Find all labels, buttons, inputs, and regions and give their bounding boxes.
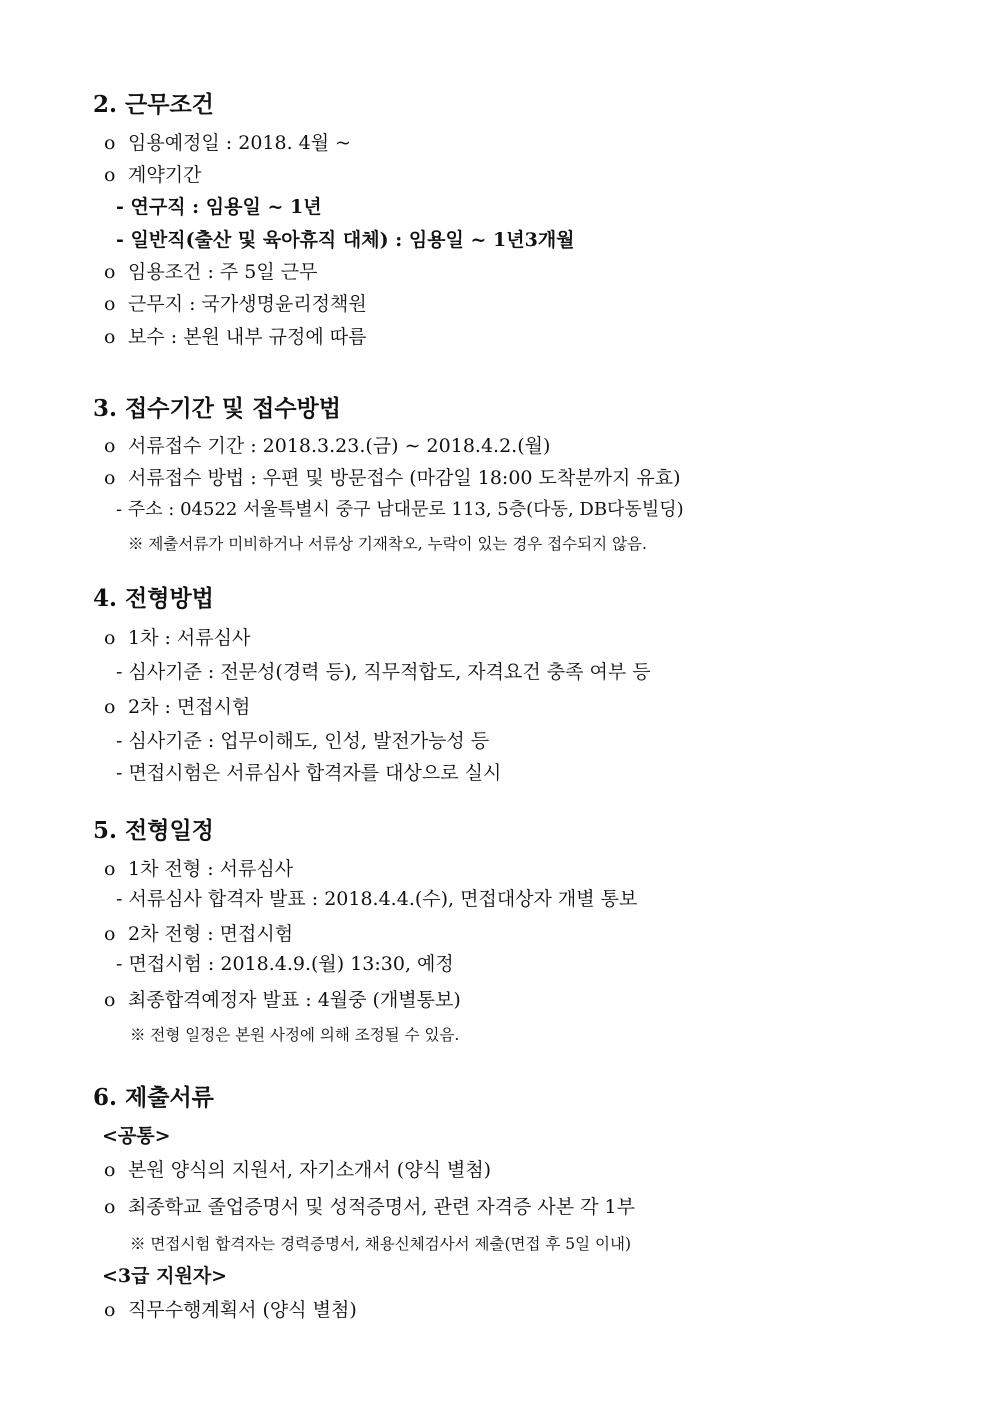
s2-item-pay — [104, 325, 367, 349]
bullet: o — [104, 164, 116, 186]
s3-item-period — [104, 434, 550, 458]
s3-sub-address: - 주소 : 04522 서울특별시 중구 남대문로 113, 5층(다동, DB다동빌딩) — [116, 499, 684, 520]
s6-note: ※ 면접시험 합격자는 경력증명서, 채용신체검사서 제출(면접 후 5일 이내) — [130, 1235, 632, 1253]
text: 2차 : 면접시험 — [128, 696, 251, 718]
bullet: o — [104, 1299, 116, 1321]
bullet: o — [104, 1159, 116, 1181]
s4-sub-interview: - 면접시험은 서류심사 합격자를 대상으로 실시 — [116, 762, 502, 784]
bullet: o — [104, 989, 116, 1011]
s3-note: ※ 제출서류가 미비하거나 서류상 기재착오, 누락이 있는 경우 접수되지 않음. — [128, 535, 647, 553]
s5-item-second — [104, 922, 293, 946]
bullet: o — [104, 1196, 116, 1218]
s5-item-first — [104, 857, 293, 881]
s5-item-final — [104, 988, 461, 1012]
s4-item-first — [104, 626, 250, 650]
section-2-title: 2. 근무조건 — [93, 91, 214, 118]
s6-item-application — [104, 1158, 491, 1182]
s2-item-workplace — [104, 292, 367, 316]
s5-sub-interview: - 면접시험 : 2018.4.9.(월) 13:30, 예정 — [116, 953, 454, 975]
text: 서류접수 방법 : 우편 및 방문접수 (마감일 18:00 도착분까지 유효) — [128, 467, 681, 489]
text: 임용예정일 : 2018. 4월 ~ — [128, 132, 352, 154]
s4-sub-criteria-1: - 심사기준 : 전문성(경력 등), 직무적합도, 자격요건 충족 여부 등 — [116, 661, 651, 683]
section-4-title: 4. 전형방법 — [93, 585, 214, 612]
text: 직무수행계획서 (양식 별첨) — [128, 1299, 357, 1321]
bullet: o — [104, 435, 116, 457]
s3-item-method — [104, 466, 680, 490]
section-3-title: 3. 접수기간 및 접수방법 — [93, 395, 341, 422]
s4-item-second — [104, 695, 250, 719]
section-6-title: 6. 제출서류 — [93, 1084, 214, 1111]
s6-item-plan — [104, 1298, 357, 1322]
text: 2차 전형 : 면접시험 — [128, 923, 294, 945]
bullet: o — [104, 696, 116, 718]
bullet: o — [104, 261, 116, 283]
bullet: o — [104, 627, 116, 649]
s6-group-grade3: <3급 지원자> — [102, 1265, 228, 1287]
s2-sub-research: - 연구직 : 임용일 ~ 1년 — [116, 196, 322, 218]
s2-item-conditions — [104, 260, 317, 284]
text: 최종합격예정자 발표 : 4월중 (개별통보) — [128, 989, 461, 1011]
s6-item-certificates — [104, 1195, 635, 1219]
bullet: o — [104, 923, 116, 945]
text: 최종학교 졸업증명서 및 성적증명서, 관련 자격증 사본 각 1부 — [128, 1196, 635, 1218]
text: 1차 전형 : 서류심사 — [128, 858, 294, 880]
s5-note: ※ 전형 일정은 본원 사정에 의해 조정될 수 있음. — [130, 1026, 460, 1044]
s2-item-contract — [104, 163, 201, 187]
text: 본원 양식의 지원서, 자기소개서 (양식 별첨) — [128, 1159, 492, 1181]
bullet: o — [104, 467, 116, 489]
s2-sub-general: - 일반직(출산 및 육아휴직 대체) : 임용일 ~ 1년3개월 — [116, 229, 575, 251]
s2-item-start-date — [104, 131, 351, 155]
text: 서류접수 기간 : 2018.3.23.(금) ∼ 2018.4.2.(월) — [128, 435, 551, 457]
text: 1차 : 서류심사 — [128, 627, 251, 649]
bullet: o — [104, 326, 116, 348]
text: 근무지 : 국가생명윤리정책원 — [128, 293, 367, 315]
section-5-title: 5. 전형일정 — [93, 817, 214, 844]
s4-sub-criteria-2: - 심사기준 : 업무이해도, 인성, 발전가능성 등 — [116, 730, 490, 752]
text: 보수 : 본원 내부 규정에 따름 — [128, 326, 367, 348]
text: 계약기간 — [128, 164, 202, 186]
s5-sub-announce: - 서류심사 합격자 발표 : 2018.4.4.(수), 면접대상자 개별 통보 — [116, 888, 638, 910]
bullet: o — [104, 293, 116, 315]
s6-group-common: <공통> — [102, 1125, 171, 1147]
bullet: o — [104, 132, 116, 154]
bullet: o — [104, 858, 116, 880]
text: 임용조건 : 주 5일 근무 — [128, 261, 318, 283]
